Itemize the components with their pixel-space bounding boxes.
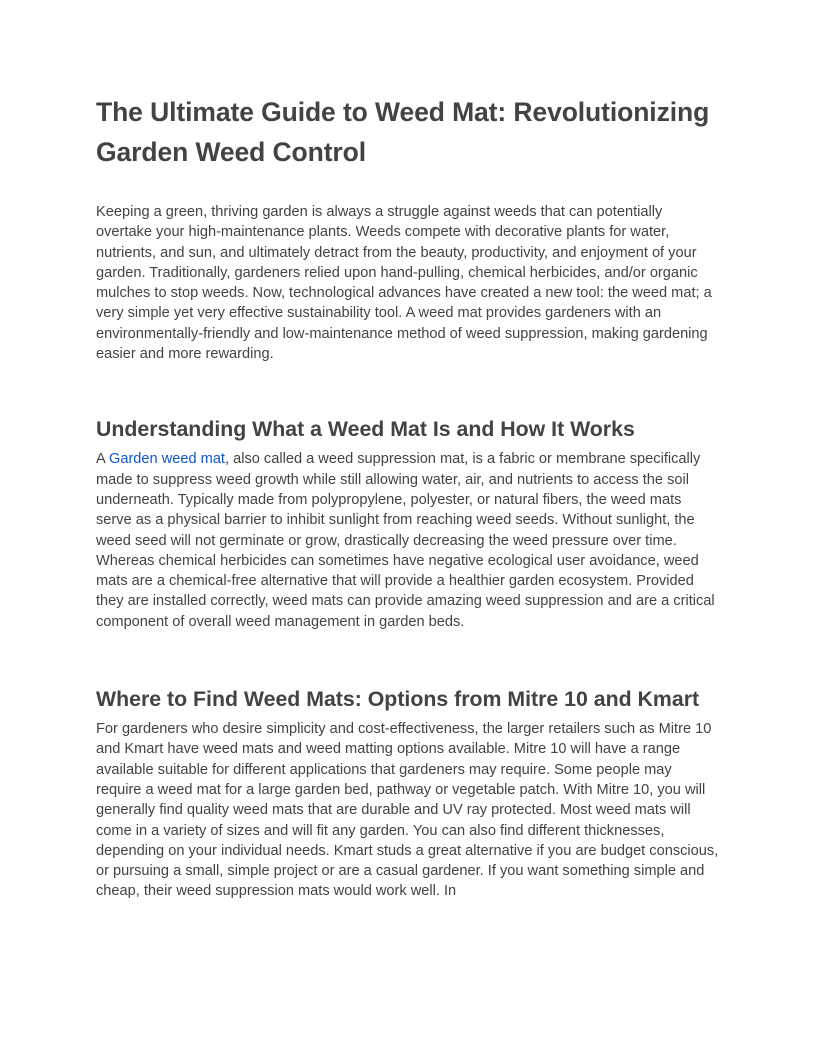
paragraph-body-text: , also called a weed suppression mat, is a fabric or membrane specifically made to suppress weed growth while still allowing water, air, and nutrients to access the soil underneath. Typically made from polypropylene, polyester, or natural fibers, the weed mats serve as a physical barrier to inhibit sunlight from reaching weed seeds. Without sunlight, the weed seed will not germinate or grow, drastically decreasing the weed pressure over time. Whereas chemical herbicides can sometimes have negative ecological user avoidance, weed mats are a chemical-free alternative that will provide a healthier garden ecosystem. Provided they are installed correctly, weed mats can provide amazing weed suppression and are a critical component of overall weed management in garden beds.	[96, 451, 715, 630]
section-heading-where-to-find: Where to Find Weed Mats: Options from Mitre 10 and Kmart	[96, 687, 700, 712]
garden-weed-mat-link[interactable]: Garden weed mat	[108, 451, 225, 468]
intro-paragraph: Keeping a green, thriving garden is always a struggle against weeds that can potentially overtake your high-maintenance plants. Weeds compete with decorative plants for water, nutrients, and sun, and ultimately detract from the beauty, productivity, and enjoyment of your garden. Traditionally, gardeners relied upon hand-pulling, chemical herbicides, and/or organic mulches to stop weeds. Now, technological advances have created a new tool: the weed mat; a very simple yet very effective sustainability tool. A weed mat provides gardeners with an environmentally-friendly and low-maintenance method of weed suppression, making gardening easier and more rewarding.	[96, 204, 712, 363]
page-title: The Ultimate Guide to Weed Mat: Revolutionizing Garden Weed Control	[96, 97, 710, 167]
paragraph-lead-text: A	[96, 451, 109, 468]
document-page	[96, 92, 720, 902]
section-heading-understanding: Understanding What a Weed Mat Is and How It Works	[96, 417, 635, 442]
section-paragraph-understanding	[96, 449, 720, 632]
section-paragraph-where-to-find: For gardeners who desire simplicity and cost-effectiveness, the larger retailers such as Mitre 10 and Kmart have weed mats and weed matting options available. Mitre 10 will have a range available suitable for different applications that gardeners may require. Some people may require a weed mat for a large garden bed, pathway or vegetable patch. With Mitre 10, you will generally find quality weed mats that are durable and UV ray protected. Most weed mats will come in a variety of sizes and will fit any garden. You can also find different thicknesses, depending on your individual needs. Kmart studs a great alternative if you are budget conscious, or pursuing a small, simple project or are a casual gardener. If you want something simple and cheap, their weed suppression mats would work well. In	[96, 721, 719, 900]
